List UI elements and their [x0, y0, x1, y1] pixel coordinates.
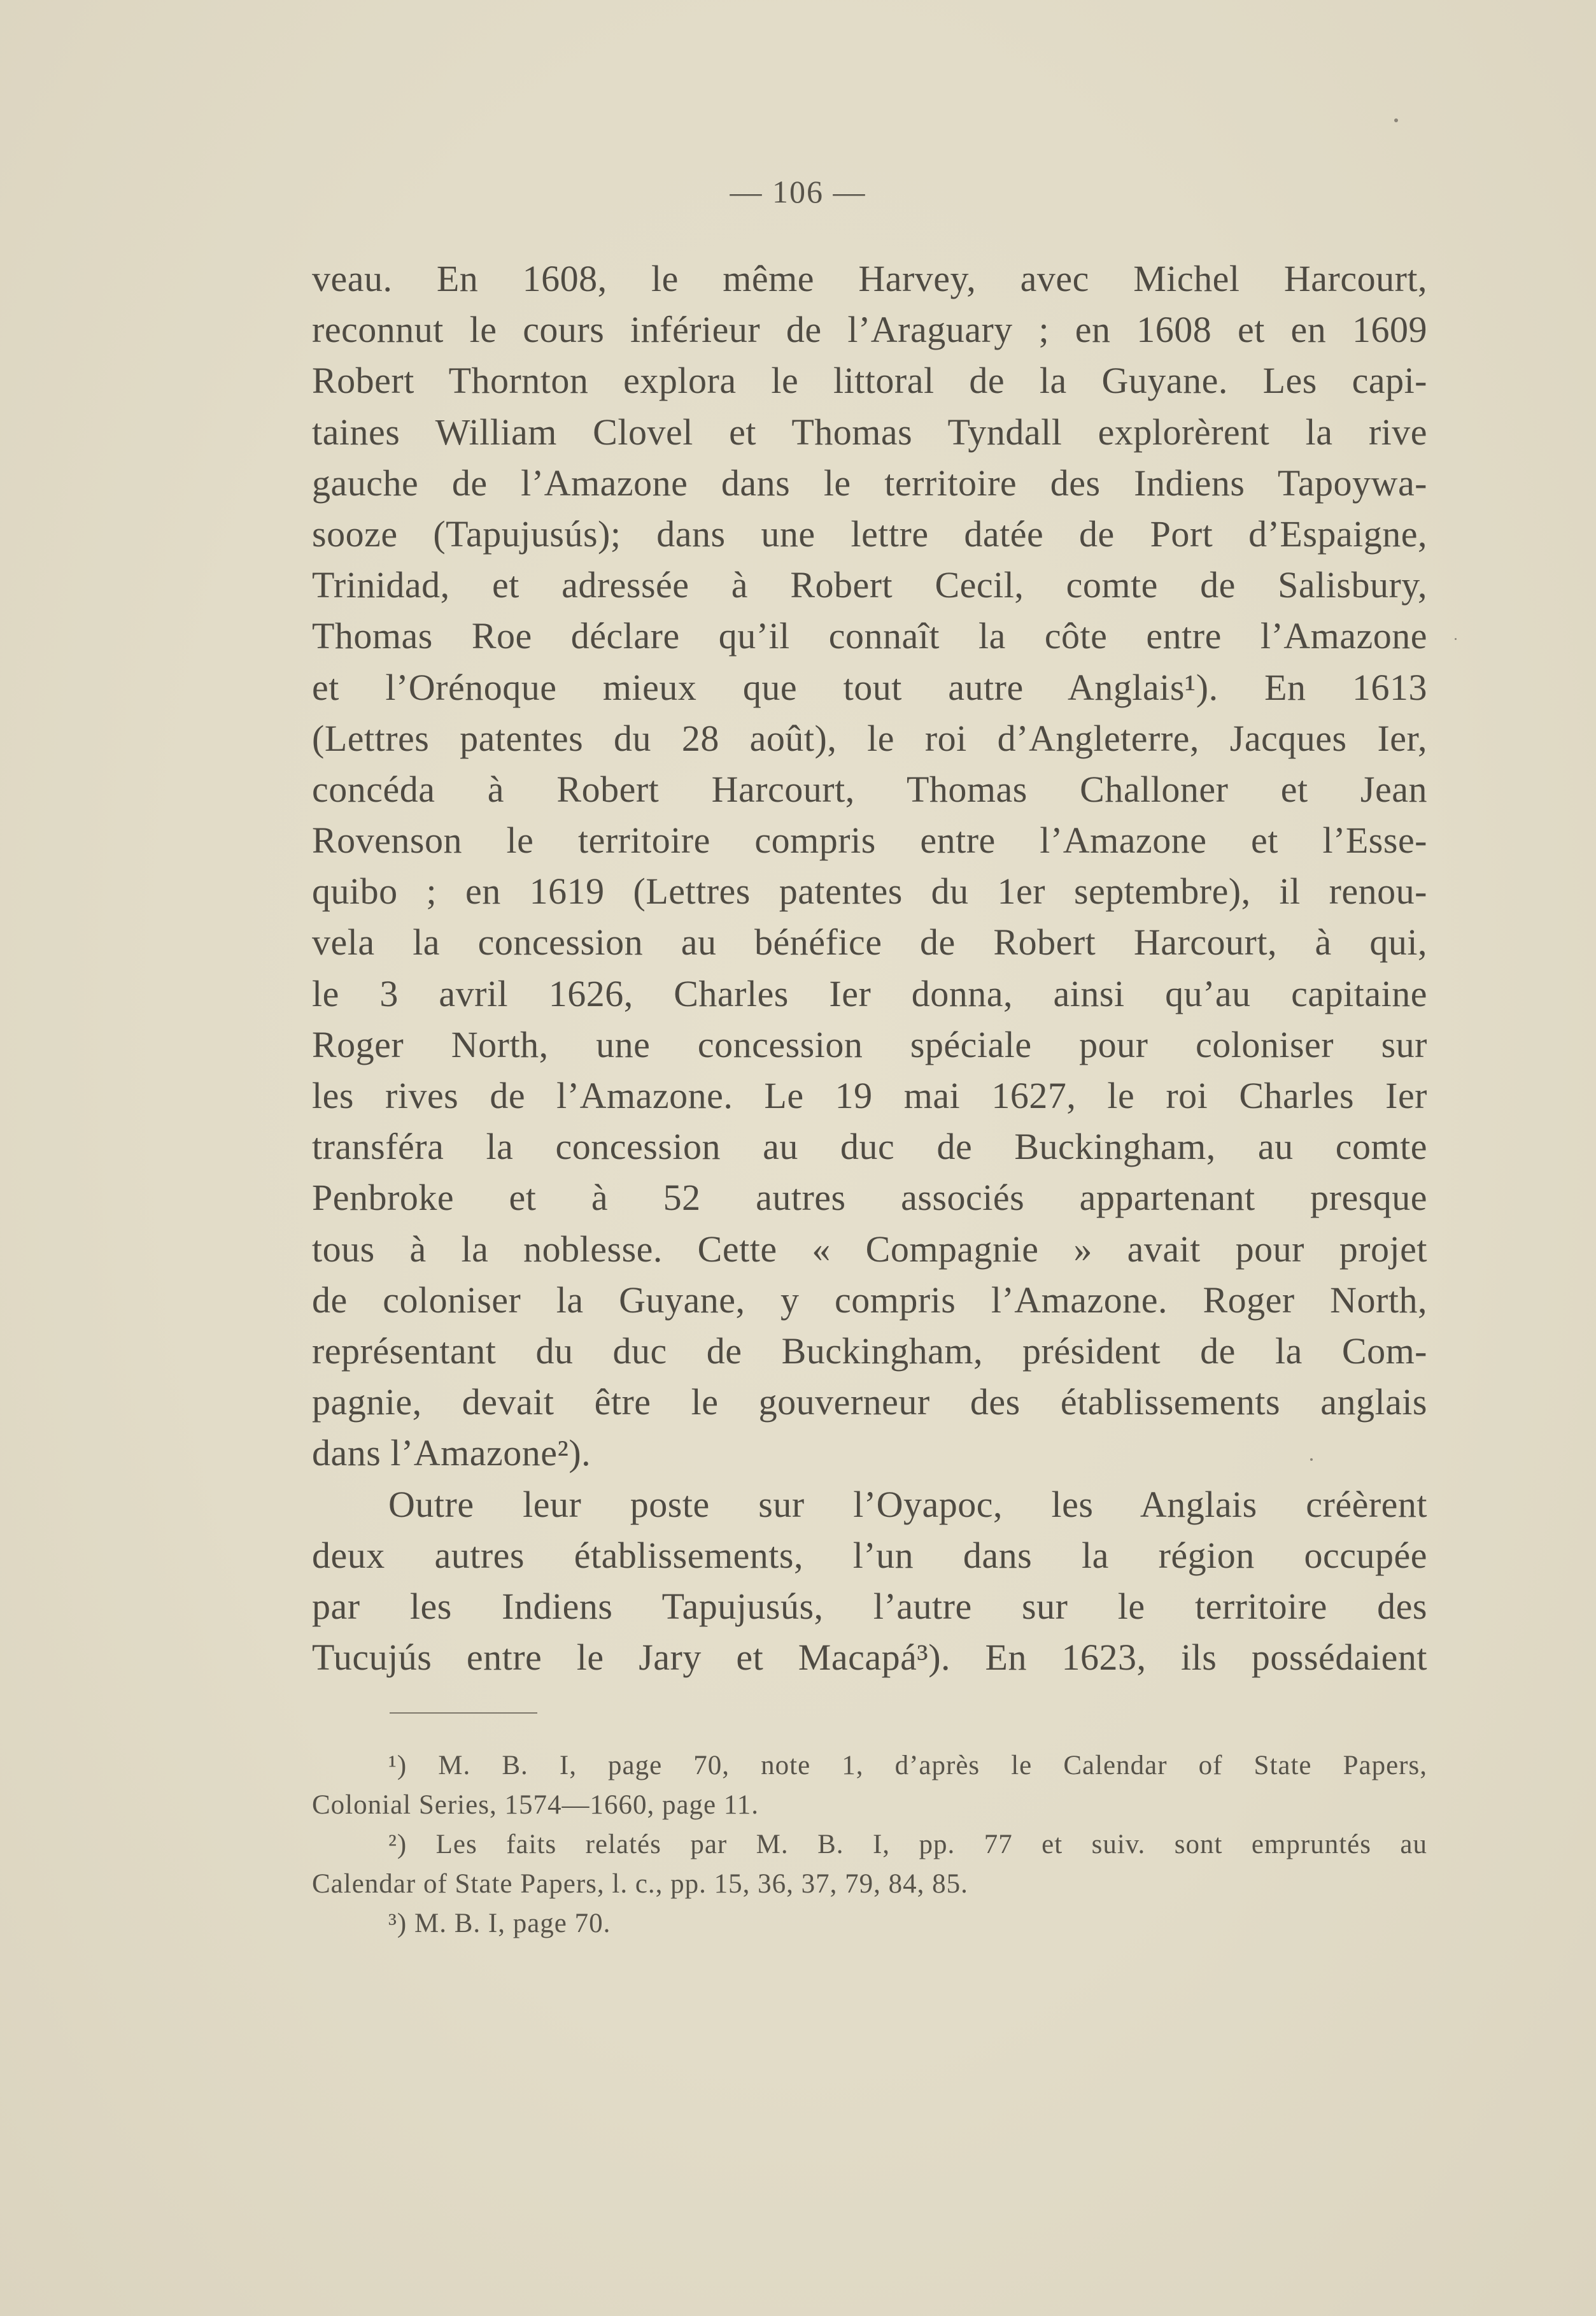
body-line: et l’Orénoque mieux que tout autre Anglais¹). En 1613	[312, 666, 1427, 708]
body-line: deux autres établissements, l’un dans la région occupée	[312, 1534, 1427, 1576]
paper-speck	[1455, 638, 1457, 640]
body-line: Trinidad, et adressée à Robert Cecil, comte de Salisbury,	[312, 564, 1427, 606]
footnote-separator	[390, 1712, 537, 1714]
body-line: Thomas Roe déclare qu’il connaît la côte entre l’Amazone	[312, 615, 1427, 657]
body-line: Tucujús entre le Jary et Macapá³). En 1623, ils possédaient	[312, 1637, 1427, 1679]
body-line: taines William Clovel et Thomas Tyndall explorèrent la rive	[312, 411, 1427, 453]
body-line: sooze (Tapujusús); dans une lettre datée de Port d’Espaigne,	[312, 513, 1427, 555]
body-line: de coloniser la Guyane, y compris l’Amazone. Roger North,	[312, 1279, 1427, 1321]
body-line: les rives de l’Amazone. Le 19 mai 1627, le roi Charles Ier	[312, 1075, 1427, 1116]
body-text	[312, 253, 1427, 1683]
footnote-3-line: ³) M. B. I, page 70.	[388, 1908, 611, 1938]
paragraph-end-line: dans l’Amazone²).	[312, 1432, 591, 1474]
body-line: tous à la noblesse. Cette « Compagnie » avait pour projet	[312, 1228, 1427, 1270]
body-line: transféra la concession au duc de Buckingham, au comte	[312, 1126, 1427, 1168]
footnote-2-line: ²) Les faits relatés par M. B. I, pp. 77 et suiv. sont empruntés au	[388, 1829, 1427, 1859]
page-number: — 106 —	[730, 174, 866, 210]
paper-speck	[1394, 118, 1398, 122]
body-line: le 3 avril 1626, Charles Ier donna, ainsi qu’au capitaine	[312, 972, 1427, 1014]
footnote-1-line: ¹) M. B. I, page 70, note 1, d’après le Calendar of State Papers,	[388, 1751, 1427, 1780]
body-line: gauche de l’Amazone dans le territoire des Indiens Tapoywa-	[312, 462, 1427, 504]
body-line: par les Indiens Tapujusús, l’autre sur le territoire des	[312, 1585, 1427, 1627]
footnotes	[312, 1746, 1427, 1943]
paragraph-start-line: Outre leur poste sur l’Oyapoc, les Anglais créèrent	[388, 1483, 1427, 1525]
footnote-2-line: Calendar of State Papers, l. c., pp. 15, 36, 37, 79, 84, 85.	[312, 1869, 968, 1899]
paper-speck	[1310, 1458, 1313, 1461]
footnote-1-line: Colonial Series, 1574—1660, page 11.	[312, 1790, 759, 1820]
body-line: Rovenson le territoire compris entre l’Amazone et l’Esse-	[312, 820, 1427, 862]
body-line: concéda à Robert Harcourt, Thomas Challoner et Jean	[312, 768, 1427, 810]
body-line: Penbroke et à 52 autres associés appartenant presque	[312, 1177, 1427, 1219]
body-line: représentant du duc de Buckingham, président de la Com-	[312, 1330, 1427, 1372]
body-line: Roger North, une concession spéciale pour coloniser sur	[312, 1023, 1427, 1065]
body-line: quibo ; en 1619 (Lettres patentes du 1er septembre), il renou-	[312, 870, 1427, 913]
body-line: reconnut le cours inférieur de l’Araguary ; en 1608 et en 1609	[312, 309, 1427, 351]
body-line: vela la concession au bénéfice de Robert Harcourt, à qui,	[312, 921, 1427, 963]
body-line: pagnie, devait être le gouverneur des établissements anglais	[312, 1381, 1427, 1423]
body-line: (Lettres patentes du 28 août), le roi d’Angleterre, Jacques Ier,	[312, 717, 1427, 759]
body-line: Robert Thornton explora le littoral de la Guyane. Les capi-	[312, 360, 1427, 402]
body-line: veau. En 1608, le même Harvey, avec Michel Harcourt,	[312, 258, 1427, 299]
